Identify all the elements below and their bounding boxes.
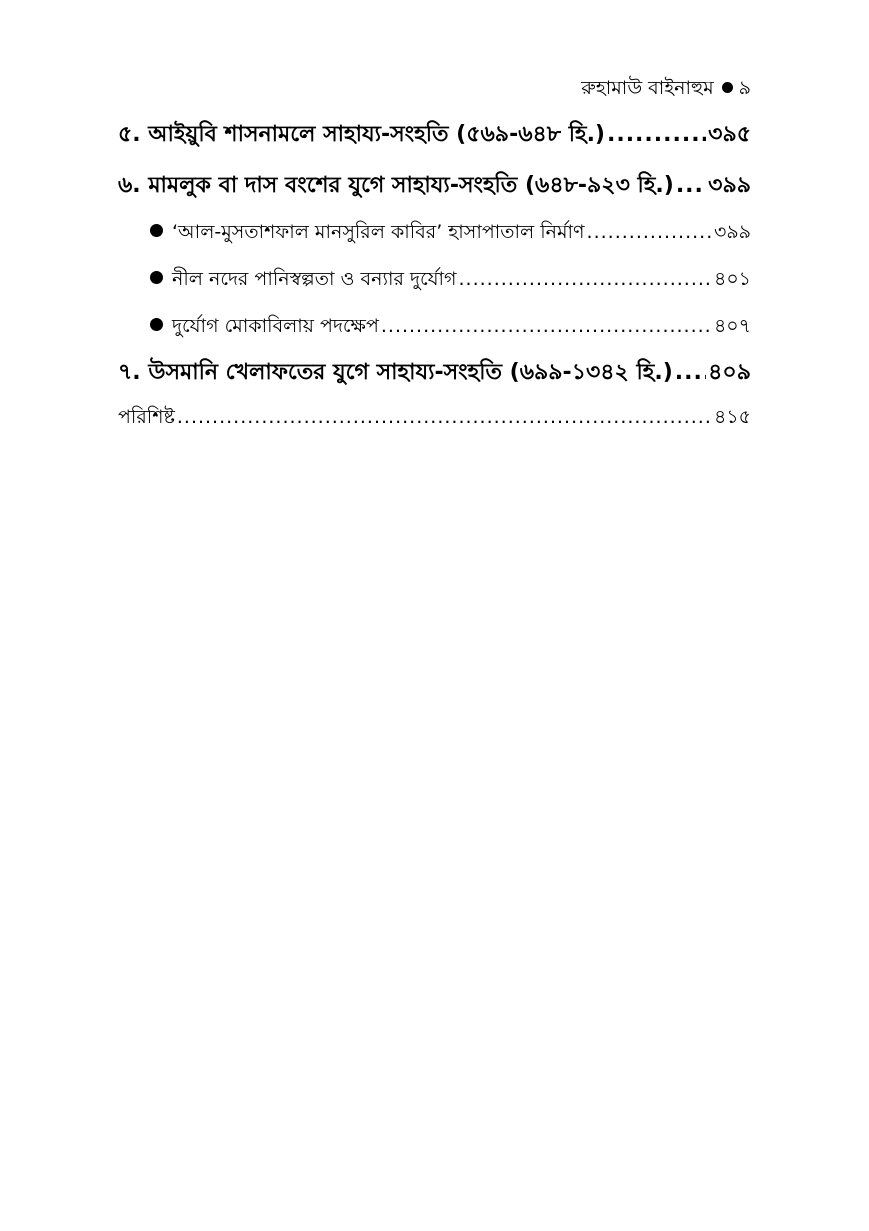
dot-leader xyxy=(177,402,712,432)
dot-leader xyxy=(459,264,712,294)
toc-subentry-hospital[interactable] xyxy=(150,217,751,247)
dot-leader xyxy=(381,311,712,341)
toc-entry-mamluk[interactable] xyxy=(118,169,751,203)
toc-subentry-disaster-response[interactable] xyxy=(150,311,751,341)
toc-subentry-nile[interactable] xyxy=(150,264,751,294)
dot-leader xyxy=(587,217,712,247)
toc-entry-title: দুর্যোগ মোকাবিলায় পদক্ষেপ xyxy=(172,315,379,337)
running-header xyxy=(581,74,751,102)
toc-entry-page: ৪১৫ xyxy=(714,406,751,428)
toc-entry-page: ৩৯৫ xyxy=(708,122,751,147)
book-title: রুহামাউ বাইনাহুম xyxy=(581,77,714,99)
toc-entry-title: ৭. উসমানি খেলাফতের যুগে সাহায্য-সংহতি (৬৯৯-১৩৪২ হি.) xyxy=(118,360,673,385)
toc-entry-page: ৪০১ xyxy=(713,268,751,290)
bullet-icon xyxy=(722,82,733,93)
toc-entry-title: ‘আল-মুসতাশফাল মানসুরিল কাবির’ হাসাপাতাল নির্মাণ xyxy=(172,221,585,243)
dot-leader xyxy=(676,169,706,203)
dot-leader xyxy=(675,356,706,390)
toc-entry-title: ৬. মামলুক বা দাস বংশের যুগে সাহায্য-সংহতি (৬৪৮-৯২৩ হি.) xyxy=(118,173,674,198)
toc-entry-page: ৪০৭ xyxy=(713,315,751,337)
toc-entry-ayyubid[interactable] xyxy=(118,118,751,152)
page-number: ৯ xyxy=(738,77,751,99)
toc-entry-ottoman[interactable] xyxy=(118,356,751,390)
toc-entry-page: ৩৯৯ xyxy=(713,221,751,243)
dot-leader xyxy=(607,118,706,152)
bullet-icon xyxy=(150,271,163,284)
toc-entry-appendix[interactable] xyxy=(118,402,751,432)
bullet-icon xyxy=(150,224,163,237)
bullet-icon xyxy=(150,318,163,331)
toc-entry-page: ৩৯৯ xyxy=(708,173,751,198)
toc-entry-page: ৪০৯ xyxy=(708,360,751,385)
toc-entry-title: পরিশিষ্ট xyxy=(118,406,175,428)
toc-entry-title: ৫. আইয়ুবি শাসনামলে সাহায্য-সংহতি (৫৬৯-৬৪৮ হি.) xyxy=(118,122,605,147)
toc-entry-title: নীল নদের পানিস্বল্পতা ও বন্যার দুর্যোগ xyxy=(172,268,457,290)
